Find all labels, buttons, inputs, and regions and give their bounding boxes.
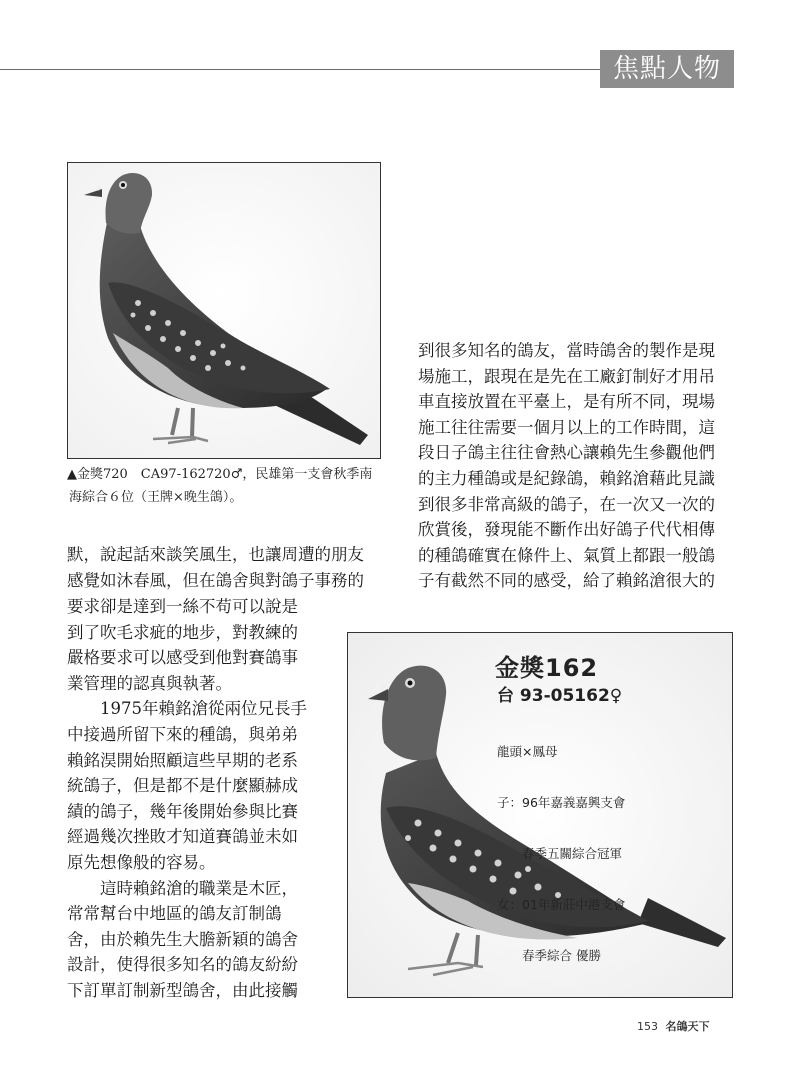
text-line: 賴銘淏開始照顧這些早期的老系 [67,750,298,770]
page-footer [637,1018,710,1034]
text-line: 到了吹毛求疵的地步，對教練的 [67,622,298,642]
text-line: 中接過所留下來的種鴿，與弟弟 [67,724,298,744]
text-line: 原先想像般的容易。 [67,852,216,872]
body-column-right [418,338,736,594]
text-line: 車直接放置在平臺上，是有所不同，現場 [418,392,715,412]
pigeon-photo-1 [67,162,381,459]
pigeon-illustration-1 [68,163,380,458]
text-line: 施工往往需要一個月以上的工作時間，這 [418,417,715,437]
pigeon-name: 金獎162 [495,654,599,682]
pedigree-line: 子：96年嘉義嘉興支會 [497,795,626,810]
text-line: 業管理的認真與執著。 [67,673,232,693]
pedigree-line: 春季五關綜合冠軍 [497,846,623,861]
photo-1-caption [67,463,387,509]
caption-line-2: 海綜合６位（王牌×晚生鴿）。 [69,490,243,505]
text-line: 欣賞後，發現能不斷作出好鴿子代代相傳 [418,520,715,540]
text-line: 感覺如沐春風，但在鴿舍與對鴿子事務的 [67,570,364,590]
text-line: 場施工，跟現在是先在工廠釘制好才用吊 [418,366,715,386]
text-line: 經過幾次挫敗才知道賽鴿並未如 [67,827,298,847]
body-column-left-top [67,542,385,593]
text-line: 統鴿子，但是都不是什麼顯赫成 [67,776,298,796]
pedigree-line: 龍頭×鳳母 [497,744,558,759]
text-line: 默，說起話來談笑風生，也讓周遭的朋友 [67,545,364,564]
text-line: 到很多知名的鴿友，當時鴿舍的製作是現 [418,341,715,360]
text-line: 的種鴿確實在條件上、氣質上都跟一般鴿 [418,545,715,565]
text-line: 段日子鴿主往往會熱心讓賴先生參觀他們 [418,443,715,463]
text-line: 到很多非常高級的鴿子，在一次又一次的 [418,494,715,514]
magazine-name: 名鴿天下 [665,1020,710,1033]
page-number: 153 [637,1020,658,1033]
header-rule [0,69,600,70]
text-line: 常常幫台中地區的鴿友訂制鴿 [67,904,282,924]
pigeon-pedigree [497,709,625,981]
caption-line-1: ▲金獎720 CA97-162720♂，民雄第一支會秋季南 [67,467,373,482]
text-line: 績的鴿子，幾年後開始參與比賽 [67,801,298,821]
text-line: 舍，由於賴先生大膽新穎的鴿舍 [67,929,298,949]
text-line: 1975年賴銘滄從兩位兄長手 [67,699,307,719]
text-line: 嚴格要求可以感受到他對賽鴿事 [67,648,298,668]
text-line: 下訂單訂制新型鴿舍，由此接觸 [67,980,298,1000]
text-line: 的主力種鴿或是紀錄鴿，賴銘滄藉此見識 [418,468,715,488]
text-line: 子有截然不同的感受，給了賴銘滄很大的 [418,571,715,591]
pedigree-line: 女：01年新莊中港支會 [497,897,626,912]
pigeon-ring-number: 台 93-05162♀ [497,686,623,706]
text-line: 設計，使得很多知名的鴿友紛紛 [67,955,298,975]
text-line: 這時賴銘滄的職業是木匠， [67,878,298,898]
section-tag: 焦點人物 [600,50,734,88]
body-column-left-bottom [67,594,329,1004]
pedigree-line: 春季綜合 優勝 [497,948,601,963]
text-line: 要求卻是達到一絲不苟可以說是 [67,597,298,616]
